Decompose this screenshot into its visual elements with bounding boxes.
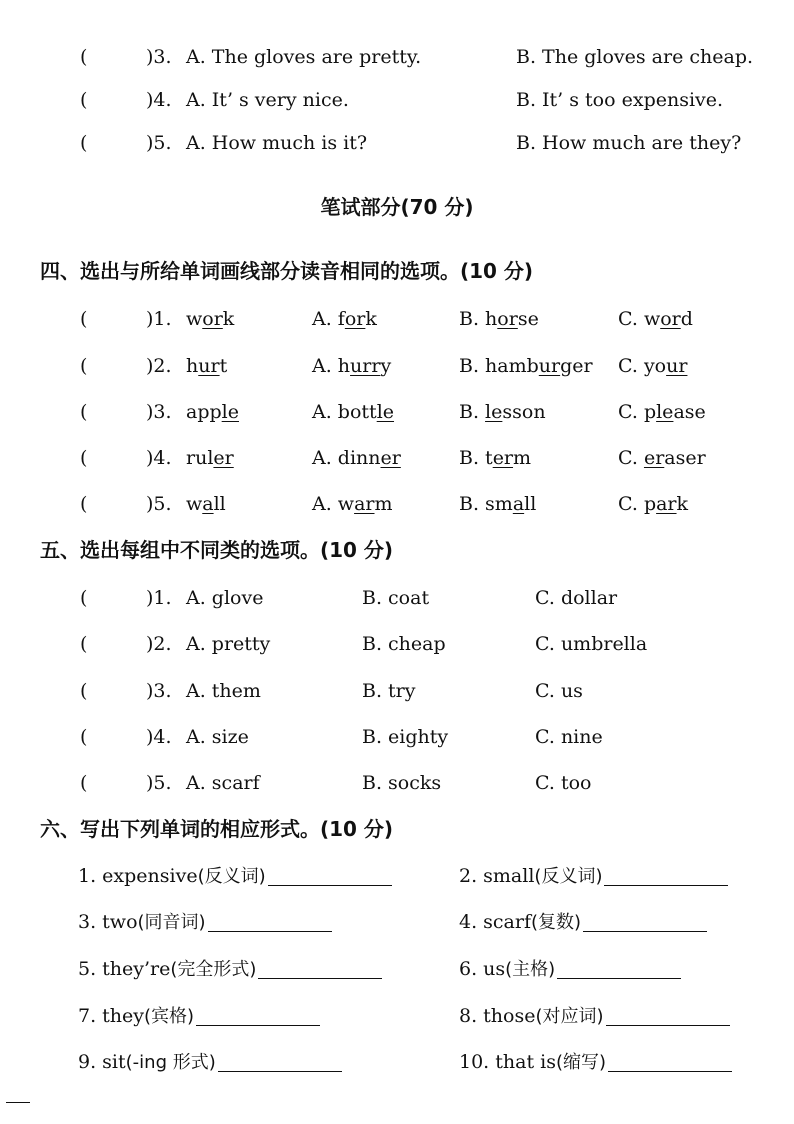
option-c: C. please	[618, 401, 706, 423]
word-form-row-1	[0, 861, 794, 891]
option-b: B. It’ s too expensive.	[516, 89, 724, 111]
pron-item-5	[0, 489, 794, 519]
answer-paren[interactable]: (	[80, 46, 88, 68]
option-c: C. too	[535, 772, 592, 794]
word-form-row-2	[0, 907, 794, 937]
given-word: ruler	[186, 447, 234, 469]
option-b: B. term	[459, 447, 532, 469]
option-a: A. hurry	[312, 355, 392, 377]
section-4-title: 四、选出与所给单词画线部分读音相同的选项。(10 分)	[40, 259, 534, 283]
option-a: A. warm	[312, 493, 393, 515]
item-number: )3.	[146, 401, 172, 423]
underlined-part: urr	[350, 355, 381, 377]
word-form-item-2: 2. small(反义词)	[459, 861, 728, 892]
underlined-part: a	[202, 493, 214, 515]
option-a: A. bottle	[312, 401, 395, 423]
listening-item-3	[0, 42, 794, 72]
underlined-part: le	[485, 401, 503, 423]
word-form-item-7: 7. they(宾格)	[78, 1001, 320, 1032]
section-6-title: 六、写出下列单词的相应形式。(10 分)	[40, 817, 394, 841]
option-c: C. eraser	[618, 447, 706, 469]
option-b: B. horse	[459, 308, 539, 330]
word-form-item-8: 8. those(对应词)	[459, 1001, 730, 1032]
underlined-part: le	[656, 401, 674, 423]
pron-item-1	[0, 304, 794, 334]
underlined-part: or	[344, 308, 366, 330]
answer-blank[interactable]	[268, 863, 392, 886]
underlined-part: or	[660, 308, 681, 330]
odd-one-out-item-4	[0, 722, 794, 752]
word-form-item-4: 4. scarf(复数)	[459, 907, 707, 938]
underlined-part: le	[376, 401, 395, 423]
item-number: )4.	[146, 89, 172, 111]
item-number: )5.	[146, 493, 172, 515]
underlined-part: ar	[354, 493, 375, 515]
option-a: A. scarf	[186, 772, 260, 794]
option-a: A. size	[186, 726, 249, 748]
item-number: )5.	[146, 132, 172, 154]
option-a: A. It’ s very nice.	[186, 89, 349, 111]
underlined-part: ur	[538, 355, 561, 377]
answer-paren[interactable]: (	[80, 401, 88, 423]
option-a: A. fork	[312, 308, 377, 330]
underlined-part: le	[221, 401, 239, 423]
underlined-part: a	[512, 493, 525, 515]
underlined-part: ur	[198, 355, 220, 377]
option-b: B. lesson	[459, 401, 546, 423]
option-b: B. hamburger	[459, 355, 593, 377]
word-form-item-10: 10. that is(缩写)	[459, 1047, 732, 1078]
answer-blank[interactable]	[258, 956, 382, 979]
option-b: B. small	[459, 493, 537, 515]
option-c: C. us	[535, 680, 583, 702]
answer-blank[interactable]	[583, 909, 707, 932]
answer-paren[interactable]: (	[80, 680, 88, 702]
section-5-title: 五、选出每组中不同类的选项。(10 分)	[40, 538, 394, 562]
option-b: B. How much are they?	[516, 132, 742, 154]
pron-item-3	[0, 397, 794, 427]
word-form-item-9: 9. sit(-ing 形式)	[78, 1047, 342, 1078]
answer-paren[interactable]: (	[80, 447, 88, 469]
odd-one-out-item-5	[0, 768, 794, 798]
word-form-item-1: 1. expensive(反义词)	[78, 861, 392, 892]
given-word: hurt	[186, 355, 228, 377]
option-b: B. The gloves are cheap.	[516, 46, 754, 68]
answer-paren[interactable]: (	[80, 308, 88, 330]
option-c: C. dollar	[535, 587, 618, 609]
answer-blank[interactable]	[606, 1003, 730, 1026]
item-number: )1.	[146, 587, 172, 609]
pron-item-4	[0, 443, 794, 473]
answer-blank[interactable]	[604, 863, 728, 886]
item-number: )3.	[146, 46, 172, 68]
option-c: C. word	[618, 308, 693, 330]
answer-blank[interactable]	[218, 1049, 342, 1072]
item-number: )2.	[146, 355, 172, 377]
underlined-part: er	[213, 447, 234, 469]
item-number: )2.	[146, 633, 172, 655]
answer-blank[interactable]	[608, 1049, 732, 1072]
answer-blank[interactable]	[196, 1003, 320, 1026]
option-a: A. dinner	[312, 447, 401, 469]
option-b: B. cheap	[362, 633, 446, 655]
option-a: A. The gloves are pretty.	[186, 46, 422, 68]
listening-item-5	[0, 128, 794, 158]
option-c: C. nine	[535, 726, 603, 748]
option-c: C. your	[618, 355, 688, 377]
word-form-row-3	[0, 954, 794, 984]
answer-paren[interactable]: (	[80, 355, 88, 377]
answer-paren[interactable]: (	[80, 493, 88, 515]
item-number: )5.	[146, 772, 172, 794]
answer-paren[interactable]: (	[80, 132, 88, 154]
pron-item-2	[0, 351, 794, 381]
underlined-part: ar	[656, 493, 677, 515]
word-form-row-4	[0, 1001, 794, 1031]
underlined-part: or	[202, 308, 223, 330]
answer-paren[interactable]: (	[80, 587, 88, 609]
answer-paren[interactable]: (	[80, 633, 88, 655]
answer-paren[interactable]: (	[80, 772, 88, 794]
given-word: apple	[186, 401, 239, 423]
underlined-part: or	[497, 308, 518, 330]
answer-paren[interactable]: (	[80, 89, 88, 111]
item-number: )3.	[146, 680, 172, 702]
underlined-part: er	[492, 447, 514, 469]
written-part-title: 笔试部分(70 分)	[320, 195, 474, 219]
option-a: A. pretty	[186, 633, 271, 655]
option-b: B. eighty	[362, 726, 449, 748]
item-number: )1.	[146, 308, 172, 330]
word-form-item-3: 3. two(同音词)	[78, 907, 332, 938]
page-edge-dash	[6, 1102, 30, 1103]
odd-one-out-item-1	[0, 583, 794, 613]
option-a: A. glove	[186, 587, 264, 609]
item-number: )4.	[146, 447, 172, 469]
option-a: A. them	[186, 680, 261, 702]
answer-paren[interactable]: (	[80, 726, 88, 748]
odd-one-out-item-2	[0, 629, 794, 659]
item-number: )4.	[146, 726, 172, 748]
option-b: B. socks	[362, 772, 442, 794]
option-a: A. How much is it?	[186, 132, 368, 154]
underlined-part: ur	[666, 355, 688, 377]
underlined-part: er	[380, 447, 401, 469]
option-b: B. coat	[362, 587, 430, 609]
answer-blank[interactable]	[208, 909, 332, 932]
listening-item-4	[0, 85, 794, 115]
word-form-item-6: 6. us(主格)	[459, 954, 681, 985]
word-form-row-5	[0, 1047, 794, 1077]
option-c: C. umbrella	[535, 633, 648, 655]
option-c: C. park	[618, 493, 689, 515]
answer-blank[interactable]	[557, 956, 681, 979]
option-b: B. try	[362, 680, 416, 702]
odd-one-out-item-3	[0, 676, 794, 706]
word-form-item-5: 5. they’re(完全形式)	[78, 954, 382, 985]
given-word: wall	[186, 493, 226, 515]
given-word: work	[186, 308, 235, 330]
underlined-part: er	[643, 447, 665, 469]
